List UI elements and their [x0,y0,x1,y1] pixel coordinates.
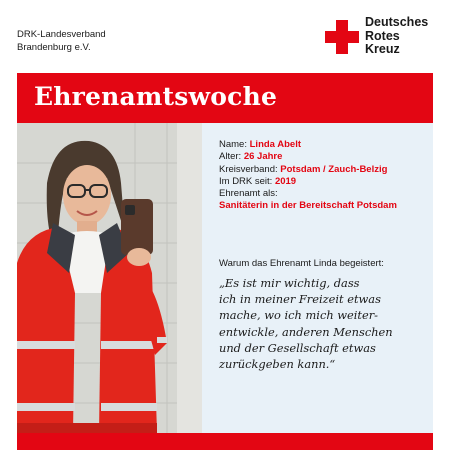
title-banner [17,73,433,123]
since-value: 2019 [274,175,297,187]
district-label: Kreisverband: [219,163,278,175]
age-value: 26 Jahre [243,151,283,163]
role-label-row [219,188,397,200]
district-row [219,164,397,176]
logo-text-line3: Kreuz [365,42,400,56]
volunteer-illustration [17,123,202,433]
org-name-line1: DRK-Landesverband [17,29,106,40]
logo-text [365,16,428,57]
red-cross-icon [325,20,359,54]
enthusiasm-label: Warum das Ehrenamt Linda begeistert: [219,258,384,269]
since-row [219,176,397,188]
quote [219,275,429,372]
volunteer-photo [17,123,202,433]
district-value: Potsdam / Zauch-Belzig [280,163,388,175]
age-label: Alter: [219,151,242,163]
org-name-line2: Brandenburg e.V. [17,41,91,53]
quote-line: und der Gesellschaft etwas [219,340,376,355]
logo-text-line1: Deutsches [365,15,429,29]
page-title: Ehrenamtswoche [34,82,278,111]
quote-line: mache, wo ich mich weiter- [219,308,379,323]
quote-line: ich in meiner Freizeit etwas [219,292,381,307]
since-label: Im DRK seit: [219,175,273,187]
role-label: Ehrenamt als: [219,188,278,200]
quote-line: entwickle, anderen Menschen [219,324,393,339]
profile-panel [202,123,433,433]
quote-line: zurückgeben kann.“ [219,357,336,372]
profile-fields [219,139,397,213]
drk-logo [325,16,437,56]
quote-line: „Es ist mir wichtig, dass [219,276,360,290]
role-value: Sanitäterin in der Bereitschaft Potsdam [219,200,397,212]
logo-text-line2: Rotes [365,28,400,43]
bottom-bar [17,433,433,450]
name-value: Linda Abelt [249,139,301,150]
name-label: Name: [219,139,247,150]
role-value-row [219,200,397,212]
org-name [17,29,106,54]
name-row [219,139,397,151]
age-row [219,151,397,163]
